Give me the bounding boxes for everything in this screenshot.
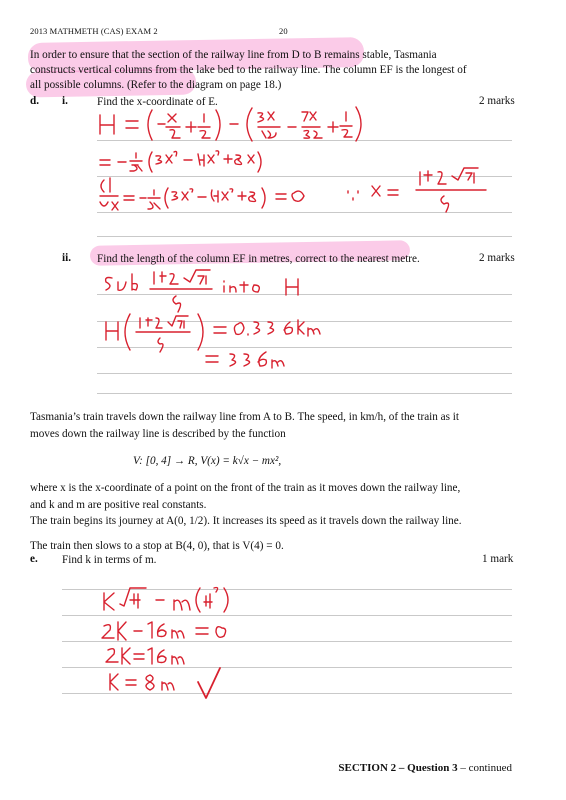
checkmark-icon xyxy=(198,668,220,698)
part-d-letter: d. xyxy=(30,95,40,107)
handwriting-d-i-line-3 xyxy=(100,168,486,212)
stem-line-2: moves down the railway line is described by the function xyxy=(30,428,286,441)
footer-continued: – continued xyxy=(457,762,512,774)
function-formula: V: [0, 4] → R, V(x) = k√x − mx², xyxy=(133,455,282,467)
stem-line-6: The train then slows to a stop at B(4, 0), that is V(4) = 0. xyxy=(30,540,284,552)
part-d-ii-text: Find the length of the column EF in metres, correct to the nearest metre. xyxy=(97,253,420,265)
part-d-i-text: Find the x-coordinate of E. xyxy=(97,96,218,108)
handwriting-e-line-4 xyxy=(110,668,220,698)
handwriting-d-ii-line-3 xyxy=(206,352,284,368)
intro-line-3: all possible columns. (Refer to the diagram on page 18.) xyxy=(30,79,282,92)
handwriting-d-ii-line-2 xyxy=(106,314,320,352)
stem-line-1: Tasmania’s train travels down the railway line from A to B. The speed, in km/h, of the train as it xyxy=(30,411,460,423)
stem-line-5: The train begins its journey at A(0, 1/2). It increases its speed as it travels down the railway line. xyxy=(30,515,462,527)
part-e-letter: e. xyxy=(30,553,38,565)
footer-section: SECTION 2 – Question 3 xyxy=(338,762,458,774)
handwriting-e-line-1 xyxy=(104,588,228,613)
exam-header: 2013 MATHMETH (CAS) EXAM 2 xyxy=(30,26,158,36)
part-e-marks: 1 mark xyxy=(482,553,514,565)
handwriting-e-line-2 xyxy=(102,622,226,640)
stem-line-3: where x is the x-coordinate of a point on the front of the train as it moves down the railway line, xyxy=(30,482,461,494)
handwriting-d-ii-line-1 xyxy=(106,270,298,312)
handwriting-d-i-line-1 xyxy=(100,107,361,141)
part-e-text: Find k in terms of m. xyxy=(62,554,157,566)
handwriting-d-i-line-2 xyxy=(100,151,261,172)
part-d-i-marks: 2 marks xyxy=(479,95,515,107)
handwriting-e-line-3 xyxy=(106,648,184,664)
page-number: 20 xyxy=(279,26,288,36)
intro-line-2: constructs vertical columns from the lake bed to the railway line. The column EF is the longest of xyxy=(30,64,467,77)
intro-line-1: In order to ensure that the section of the railway line from D to B remains stable, Tasmania xyxy=(30,49,437,61)
stem-line-4: and k and m are positive real constants. xyxy=(30,499,207,512)
part-d-ii-marks: 2 marks xyxy=(479,252,515,264)
page-footer xyxy=(338,762,512,774)
part-d-i-numeral: i. xyxy=(62,95,68,107)
part-d-ii-numeral: ii. xyxy=(62,252,72,264)
